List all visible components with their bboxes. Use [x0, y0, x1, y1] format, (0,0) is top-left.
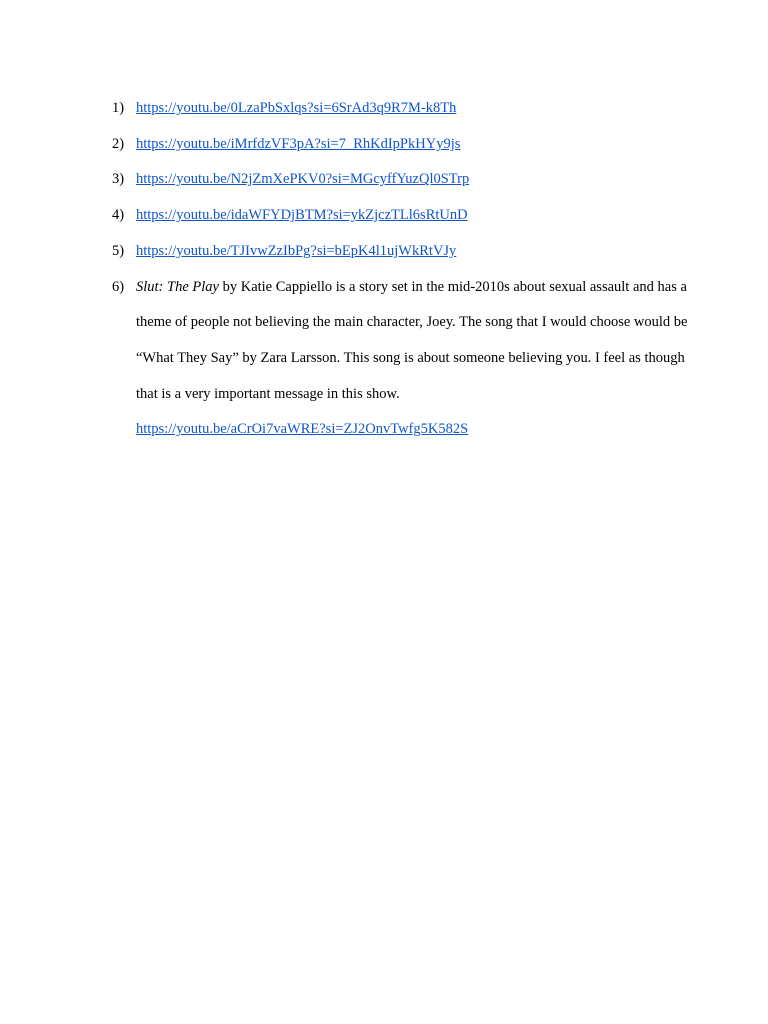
youtube-link[interactable]: https://youtu.be/idaWFYDjBTM?si=ykZjczTLl6sRtUnD — [136, 207, 468, 224]
list-item — [112, 91, 692, 127]
list-item — [112, 198, 692, 234]
song-list — [112, 91, 692, 448]
list-item-description — [112, 270, 692, 449]
youtube-link[interactable]: https://youtu.be/0LzaPbSxlqs?si=6SrAd3q9R7M-k8Th — [136, 100, 457, 116]
youtube-link[interactable]: https://youtu.be/N2jZmXePKV0?si=MGcyffYuzQl0STrp — [136, 171, 470, 188]
list-item — [112, 127, 692, 163]
list-number: 1) — [112, 100, 125, 116]
list-item — [112, 234, 692, 270]
list-item — [112, 162, 692, 198]
description-paragraph — [136, 270, 692, 449]
youtube-link[interactable]: https://youtu.be/aCrOi7vaWRE?si=ZJ2OnvTwfg5K582S — [136, 421, 469, 438]
youtube-link[interactable]: https://youtu.be/TJIvwZzIbPg?si=bEpK4l1ujWkRtVJy — [136, 242, 457, 259]
list-number: 2) — [112, 135, 125, 152]
list-number: 3) — [112, 171, 125, 188]
list-number: 6) — [112, 278, 125, 295]
play-title: Slut: The Play — [136, 278, 219, 295]
list-number: 5) — [112, 242, 125, 259]
list-number: 4) — [112, 207, 125, 224]
youtube-link[interactable]: https://youtu.be/iMrfdzVF3pA?si=7_RhKdIpPkHYy9js — [136, 135, 461, 152]
description-text: by Katie Cappiello is a story set in the mid-2010s about sexual assault and has a theme of people not believing the main character, Joey. The song that I would choose would be “What They Say” by Zara Larsson. This song is about someone believing you. I feel as though that is a very important message in this show. — [136, 278, 688, 402]
